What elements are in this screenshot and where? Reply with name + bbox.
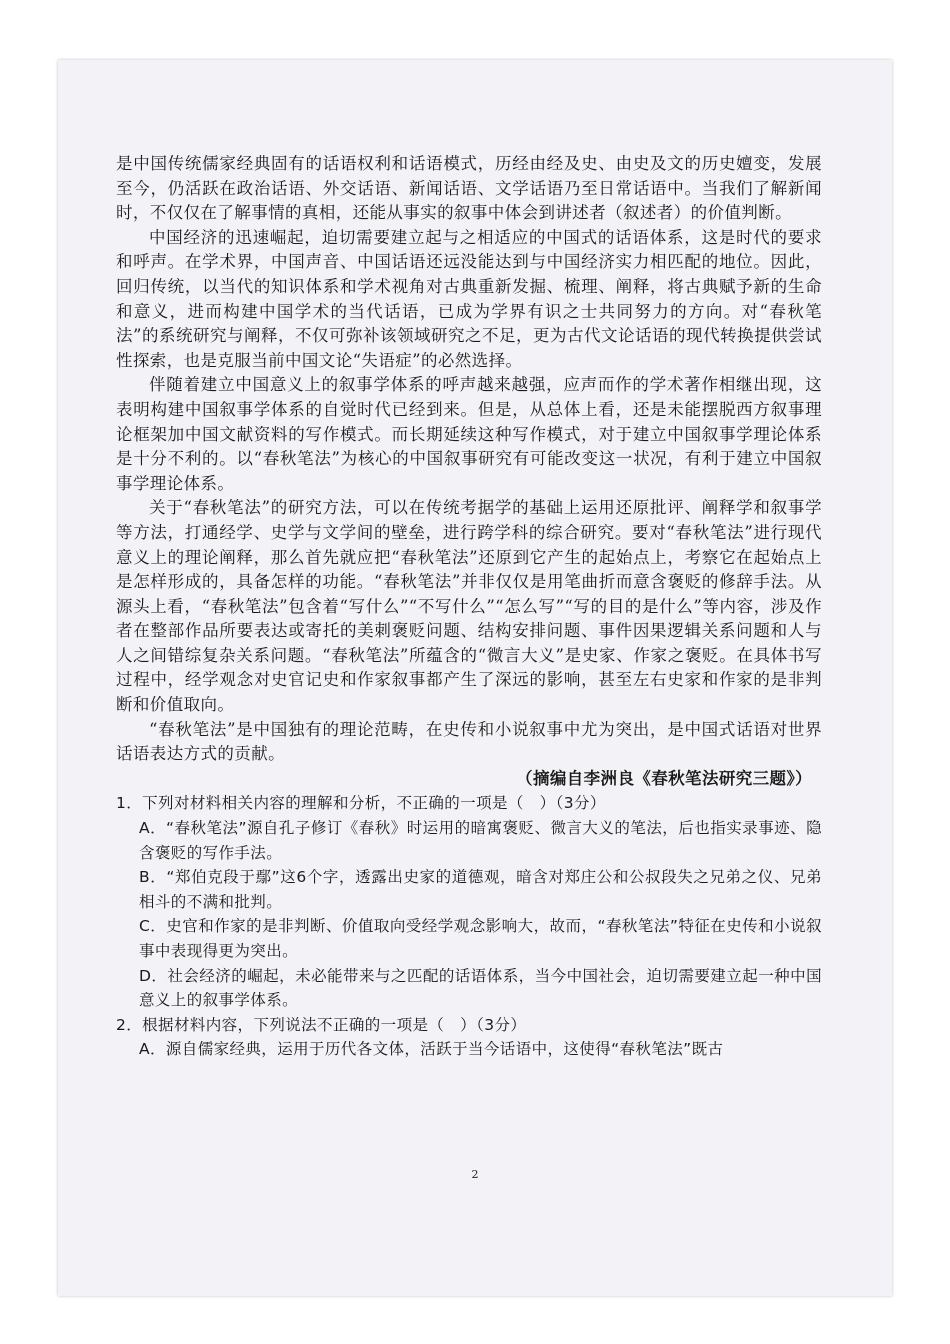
paragraph-3: 伴随着建立中国意义上的叙事学体系的呼声越来越强，应声而作的学术著作相继出现，这表明构建中国叙事学体系的自觉时代已经到来。但是，从总体上看，还是未能摆脱西方叙事理论框架加中国文献资料的写作模式。而长期延续这种写作模式，对于建立中国叙事学理论体系是十分不利的。以“春秋笔法”为核心的中国叙事研究有可能改变这一状况，有利于建立中国叙事学理论体系。 (116, 375, 822, 493)
source-citation: （摘编自李洲良《春秋笔法研究三题》） (516, 768, 812, 788)
question-1-option-a: A．“春秋笔法”源自孔子修订《春秋》时运用的暗寓褒贬、微言大义的笔法，后也指实录事迹、隐含褒贬的写作手法。 (139, 819, 822, 862)
question-1-option-d: D．社会经济的崛起，未必能带来与之匹配的话语体系，当今中国社会，迫切需要建立起一种中国意义上的叙事学体系。 (139, 966, 822, 1010)
question-2-stem: 2．根据材料内容，下列说法不正确的一项是（ ）（3分） (116, 1015, 527, 1034)
paragraph-2: 中国经济的迅速崛起，迫切需要建立起与之相适应的中国式的话语体系，这是时代的要求和呼声。在学术界，中国声音、中国话语还远没能达到与中国经济实力相匹配的地位。因此，回归传统，以当代的知识体系和学术视角对古典重新发掘、梳理、阐释，将古典赋予新的生命和意义，进而构建中国学术的当代话语，已成为学界有识之士共同努力的方向。对“春秋笔法”的系统研究与阐释，不仅可弥补该领域研究之不足，更为古代文论话语的现代转换提供尝试性探索，也是克服当前中国文论“失语症”的必然选择。 (116, 227, 822, 370)
exam-page (58, 60, 892, 1296)
question-2-option-a: A．源自儒家经典，运用于历代各文体，活跃于当今话语中，这使得“春秋笔法”既古 (139, 1040, 724, 1059)
page-number: 2 (471, 1168, 479, 1181)
article-body (116, 152, 822, 1062)
question-1-option-c: C．史官和作家的是非判断、价值取向受经学观念影响大，故而，“春秋笔法”特征在史传和小说叙事中表现得更为突出。 (139, 917, 822, 960)
question-1-stem: 1．下列对材料相关内容的理解和分析，不正确的一项是（ ）（3分） (116, 794, 606, 813)
paragraph-4: 关于“春秋笔法”的研究方法，可以在传统考据学的基础上运用还原批评、阐释学和叙事学等方法，打通经学、史学与文学间的壁垒，进行跨学科的综合研究。要对“春秋笔法”进行现代意义上的理论阐释，那么首先就应把“春秋笔法”还原到它产生的起始点上，考察它在起始点上是怎样形成的，具备怎样的功能。“春秋笔法”并非仅仅是用笔曲折而意含褒贬的修辞手法。从源头上看，“春秋笔法”包含着“写什么”“不写什么”“怎么写”“写的目的是什么”等内容，涉及作者在整部作品所要表达或寄托的美刺褒贬问题、结构安排问题、事件因果逻辑关系问题和人与人之间错综复杂关系问题。“春秋笔法”所蕴含的“微言大义”是史家、作家之褒贬。在具体书写过程中，经学观念对史官记史和作家叙事都产生了深远的影响，甚至左右史家和作家的是非判断和价值取向。 (116, 498, 822, 715)
paragraph-5: “春秋笔法”是中国独有的理论范畴，在史传和小说叙事中尤为突出，是中国式话语对世界话语表达方式的贡献。 (116, 719, 822, 764)
question-1-option-b: B．“郑伯克段于鄢”这6个字，透露出史家的道德观，暗含对郑庄公和公叔段失之兄弟之仪、兄弟相斗的不满和批判。 (139, 868, 822, 911)
paragraph-1: 是中国传统儒家经典固有的话语权利和话语模式，历经由经及史、由史及文的历史嬗变，发展至今，仍活跃在政治话语、外交话语、新闻话语、文学话语乃至日常话语中。当我们了解新闻时，不仅仅在了解事情的真相，还能从事实的叙事中体会到讲述者（叙述者）的价值判断。 (116, 154, 822, 223)
